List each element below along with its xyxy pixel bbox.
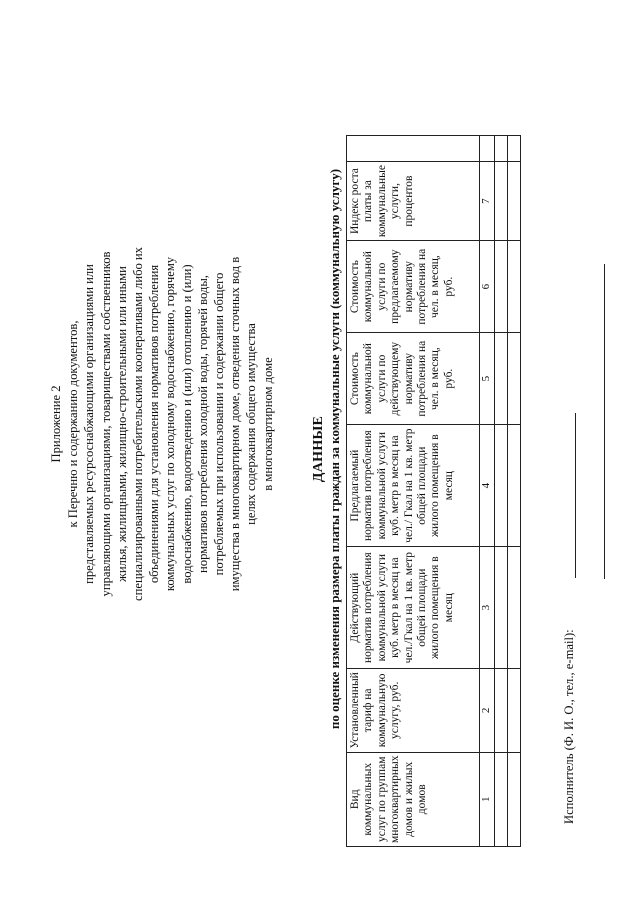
table-cell-empty <box>495 333 508 425</box>
document-title: ДАННЫЕ <box>311 415 326 483</box>
table-cell-empty <box>508 669 521 752</box>
table-row <box>508 136 521 847</box>
table-header-row <box>347 136 480 847</box>
appendix-line: объединениями для установления нормативов потребления <box>147 264 162 584</box>
column-number: 3 <box>480 547 495 669</box>
column-number: 4 <box>480 425 495 547</box>
table-row <box>495 136 508 847</box>
appendix-line: целях содержания общего имущества <box>244 323 259 525</box>
appendix-line: к Перечню и содержанию документов, <box>66 320 81 528</box>
tariff-table <box>346 135 521 847</box>
appendix-line: представляемых ресурсоснабжающими организациями или <box>82 264 97 584</box>
table-cell-empty <box>508 136 521 162</box>
table-cell-empty <box>347 136 480 162</box>
column-header-proposed-cost: Стоимость коммунальной услуги по предлагаемому нормативу потребления на чел. в месяц, руб. <box>347 241 480 333</box>
appendix-line: коммунальных услуг по холодному водоснабжению, горячему <box>163 256 178 592</box>
table-cell-empty <box>495 547 508 669</box>
column-number: 2 <box>480 669 495 752</box>
column-number: 7 <box>480 162 495 241</box>
column-number: 6 <box>480 241 495 333</box>
appendix-title: Приложение 2 <box>49 385 63 463</box>
document-heading <box>311 39 343 859</box>
appendix-line: водоснабжению, водоотведению и (или) отоплению и (или) <box>179 264 194 584</box>
column-header-current-norm: Действующий норматив потребления коммунальной услуги куб. метр в месяц на чел./Гкал на 1 кв. метр общей площади жилого помещения в месяц <box>347 547 480 669</box>
column-header-service-type: Вид коммунальных услуг по группам многоквартирных домов и жилых домов <box>347 752 480 846</box>
table-cell-empty <box>508 752 521 846</box>
appendix-line: имущества в многоквартирном доме, отведения сточных вод в <box>228 256 243 592</box>
column-number: 5 <box>480 333 495 425</box>
appendix-line: управляющими организациями, товариществами собственников <box>98 251 113 597</box>
appendix-line: жилья, жилищными, жилищно-строительными или иными <box>114 266 129 582</box>
table-cell-empty <box>495 425 508 547</box>
table-cell-empty <box>495 669 508 752</box>
appendix-line: потребляемых при использовании и содержании общего <box>212 272 227 576</box>
table-cell-empty <box>508 333 521 425</box>
table-cell-empty <box>495 136 508 162</box>
executor-signature-line <box>575 413 576 578</box>
appendix-line: специализированными потребительскими кооперативами либо их <box>131 247 146 601</box>
appendix-line: в многоквартирном доме <box>260 357 275 491</box>
table-cell-empty <box>495 241 508 333</box>
appendix-note <box>48 189 276 659</box>
table-number-row <box>480 136 495 847</box>
column-header-proposed-norm: Предлагаемый норматив потребления коммунальной услуги куб. метр в месяц на чел./ Гкал на 1 кв. метр общей площади жилого помещения в месяц <box>347 425 480 547</box>
appendix-line: нормативов потребления холодной воды, горячей воды, <box>195 275 210 573</box>
column-number: 1 <box>480 752 495 846</box>
executor-label: Исполнитель (Ф. И. О., тел., e-mail): <box>562 629 576 824</box>
table-cell-empty <box>480 136 495 162</box>
column-header-current-cost: Стоимость коммунальной услуги по действующему нормативу потребления на чел. в месяц, руб. <box>347 333 480 425</box>
column-header-growth-index: Индекс роста платы за коммунальные услуги, процентов <box>347 162 480 241</box>
table-cell-empty <box>508 425 521 547</box>
table-cell-empty <box>495 162 508 241</box>
document-subtitle: по оценке изменения размера платы граждан за коммунальные услуги (коммунальную услугу) <box>327 168 342 730</box>
table-cell-empty <box>508 241 521 333</box>
column-header-tariff: Установленный тариф на коммунальную услугу, руб. <box>347 669 480 752</box>
table-cell-empty <box>508 547 521 669</box>
table-cell-empty <box>495 752 508 846</box>
contact-fill-line <box>604 264 605 579</box>
table-cell-empty <box>508 162 521 241</box>
